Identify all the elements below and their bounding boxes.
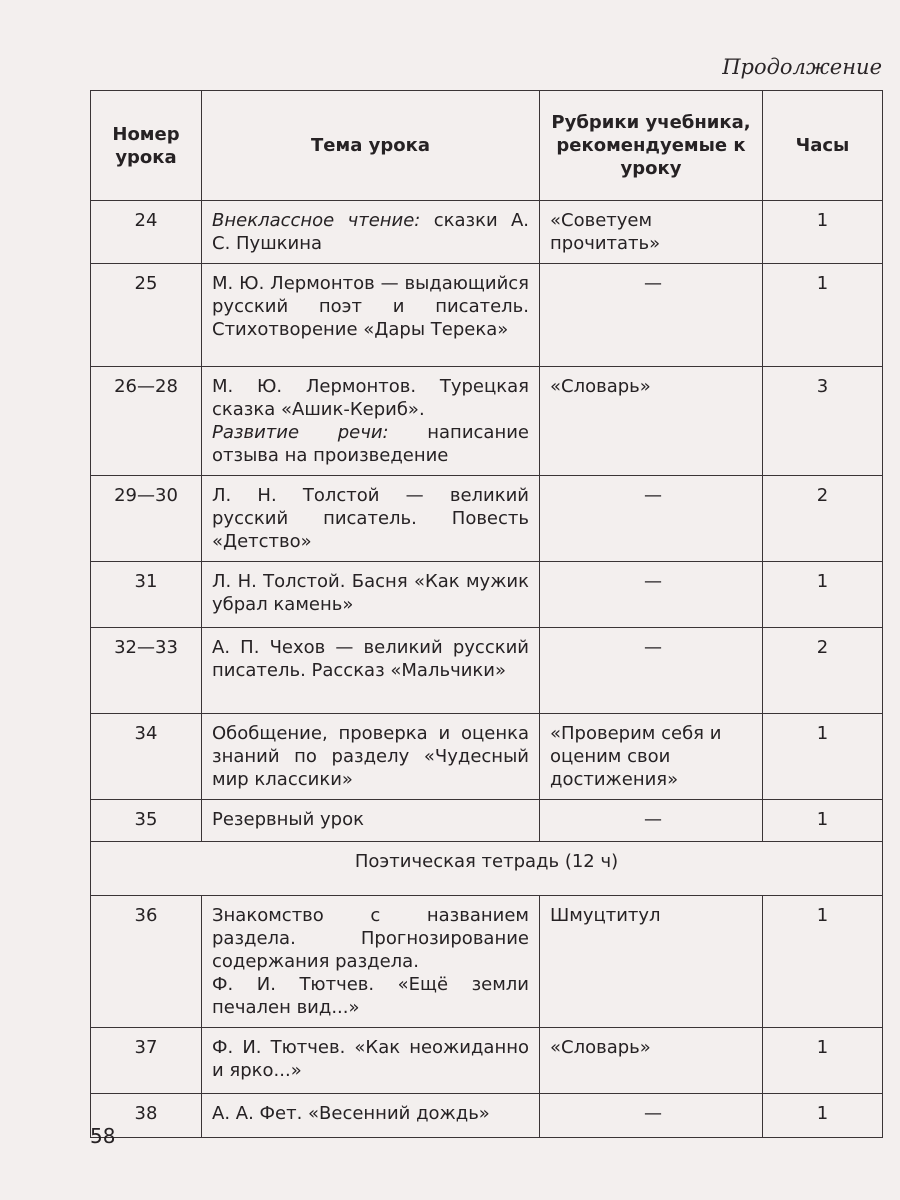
lesson-hours: 1: [763, 201, 883, 264]
lesson-hours: 1: [763, 1028, 883, 1094]
lesson-number: 34: [91, 714, 202, 800]
lesson-rubric: «Советуем прочитать»: [540, 201, 763, 264]
section-row: [91, 842, 883, 896]
topic-text: Знакомство с названием раздела. Прогнозирование содержания раздела.: [212, 905, 529, 972]
lesson-number: 32—33: [91, 628, 202, 714]
topic-prefix: Внеклассное чтение:: [212, 210, 421, 231]
topic-text: М. Ю. Лермонтов. Турецкая сказка «Ашик-Кериб».: [212, 376, 529, 420]
lesson-hours: 1: [763, 714, 883, 800]
lesson-topic: Резервный урок: [202, 800, 540, 842]
section-title: Поэтическая тетрадь (12 ч): [91, 842, 883, 896]
header-lesson-topic: Тема урока: [202, 91, 540, 201]
topic-prefix: Развитие речи:: [212, 422, 389, 443]
lesson-number: 31: [91, 562, 202, 628]
lesson-topic: А. П. Чехов — великий русский писатель. Рассказ «Мальчики»: [202, 628, 540, 714]
lesson-number: 38: [91, 1094, 202, 1138]
header-lesson-number: Номер урока: [91, 91, 202, 201]
lesson-plan-table: [90, 90, 883, 1138]
table-row: [91, 201, 883, 264]
lesson-hours: 1: [763, 264, 883, 367]
lesson-rubric: «Словарь»: [540, 1028, 763, 1094]
topic-text: Ф. И. Тютчев. «Ещё земли печален вид...»: [212, 974, 529, 1018]
lesson-topic: [202, 896, 540, 1028]
table-row: [91, 476, 883, 562]
topic-text: сказки А. С. Пушкина: [212, 210, 529, 254]
table-row: [91, 1094, 883, 1138]
lesson-topic: Обобщение, проверка и оценка знаний по разделу «Чудесный мир классики»: [202, 714, 540, 800]
lesson-topic: М. Ю. Лермонтов — выдающийся русский поэт и писатель. Стихотворение «Дары Терека»: [202, 264, 540, 367]
lesson-rubric: —: [540, 1094, 763, 1138]
topic-text: написание отзыва на произведение: [212, 422, 529, 466]
header-rubrics: Рубрики учебника, рекомендуемые к уроку: [540, 91, 763, 201]
lesson-topic: [202, 201, 540, 264]
lesson-topic: А. А. Фет. «Весенний дождь»: [202, 1094, 540, 1138]
table-row: [91, 1028, 883, 1094]
lesson-rubric: —: [540, 264, 763, 367]
lesson-hours: 3: [763, 367, 883, 476]
table-row: [91, 264, 883, 367]
lesson-rubric: Шмуцтитул: [540, 896, 763, 1028]
lesson-rubric: —: [540, 562, 763, 628]
table-header-row: [91, 91, 883, 201]
lesson-rubric: «Проверим себя и оценим свои достижения»: [540, 714, 763, 800]
table-row: [91, 562, 883, 628]
table-row: [91, 714, 883, 800]
lesson-hours: 1: [763, 800, 883, 842]
continuation-heading: Продолжение: [722, 55, 882, 79]
header-hours: Часы: [763, 91, 883, 201]
lesson-number: 26—28: [91, 367, 202, 476]
lesson-number: 24: [91, 201, 202, 264]
lesson-hours: 1: [763, 1094, 883, 1138]
table-row: [91, 896, 883, 1028]
lesson-rubric: «Словарь»: [540, 367, 763, 476]
page-number: 58: [90, 1124, 116, 1148]
lesson-topic: Л. Н. Толстой — великий русский писатель. Повесть «Детство»: [202, 476, 540, 562]
lesson-hours: 1: [763, 562, 883, 628]
lesson-hours: 2: [763, 476, 883, 562]
table-row: [91, 800, 883, 842]
lesson-number: 25: [91, 264, 202, 367]
lesson-number: 37: [91, 1028, 202, 1094]
lesson-rubric: —: [540, 476, 763, 562]
table-row: [91, 628, 883, 714]
lesson-topic: [202, 367, 540, 476]
table-row: [91, 367, 883, 476]
lesson-topic: Л. Н. Толстой. Басня «Как мужик убрал камень»: [202, 562, 540, 628]
lesson-rubric: —: [540, 628, 763, 714]
lesson-hours: 1: [763, 896, 883, 1028]
lesson-topic: Ф. И. Тютчев. «Как неожиданно и ярко...»: [202, 1028, 540, 1094]
lesson-number: 29—30: [91, 476, 202, 562]
lesson-hours: 2: [763, 628, 883, 714]
lesson-rubric: —: [540, 800, 763, 842]
lesson-number: 36: [91, 896, 202, 1028]
lesson-number: 35: [91, 800, 202, 842]
